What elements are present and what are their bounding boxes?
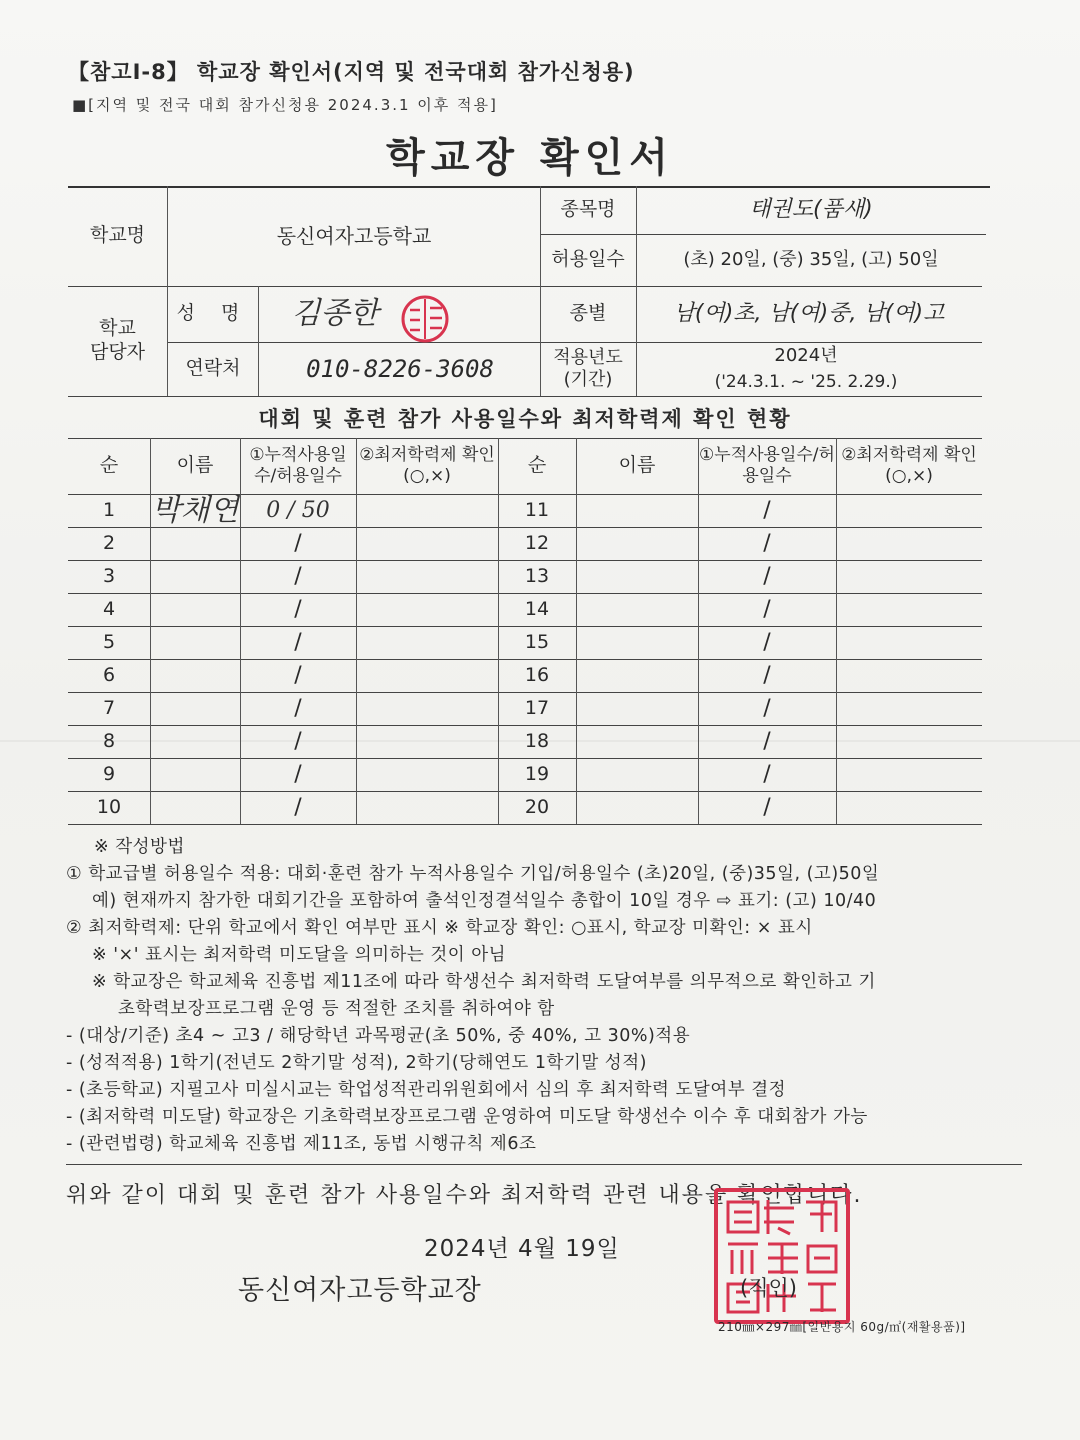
category-value: 남(여)초, 남(여)중, 남(여)고	[673, 301, 945, 327]
table-cell-no: 2	[102, 531, 116, 554]
footer-divider	[66, 1164, 1022, 1165]
header-confirm-right: ②최저학력제 확인(○,×)	[841, 444, 977, 486]
table-cell-name	[150, 758, 240, 791]
table-cell-usage: /	[763, 794, 771, 820]
year-value: 2024년	[774, 344, 838, 366]
contact-value: 010-8226-3608	[306, 355, 494, 383]
table-cell-no: 9	[102, 762, 116, 785]
table-cell-name	[576, 758, 698, 791]
table-cell-usage: /	[763, 728, 771, 754]
table-cell-usage: /	[763, 563, 771, 589]
table-cell-confirm	[356, 659, 498, 692]
table-cell-confirm	[356, 560, 498, 593]
table-cell-name	[576, 494, 698, 527]
table-cell-confirm	[836, 593, 982, 626]
table-cell-confirm	[836, 560, 982, 593]
table-cell-name	[576, 626, 698, 659]
header-no-right: 순	[527, 454, 547, 477]
header-name-right: 이름	[618, 454, 656, 477]
table-cell-no: 18	[524, 729, 550, 752]
table-row-border	[68, 824, 982, 825]
table-cell-usage: /	[294, 794, 302, 820]
table-cell-no: 14	[524, 597, 550, 620]
reference-title: 【참고Ⅰ-8】 학교장 확인서(지역 및 전국대회 참가신청용)	[68, 60, 635, 84]
table-column-border	[150, 438, 151, 824]
principal-name: 동신여자고등학교장	[238, 1275, 482, 1306]
table-column-border	[240, 438, 241, 824]
table-cell-no: 6	[102, 663, 116, 686]
header-no: 순	[99, 454, 119, 477]
note-line: - (최저학력 미도달) 학교장은 기초학력보장프로그램 운영하여 미도달 학생선수 이수 후 대회참가 가능	[66, 1107, 868, 1127]
table-cell-no: 15	[524, 630, 550, 653]
table-cell-name	[576, 659, 698, 692]
table-cell-no: 17	[524, 696, 550, 719]
table-cell-name	[150, 692, 240, 725]
school-value: 동신여자고등학교	[276, 223, 432, 248]
year-label: 적용년도 (기간)	[553, 346, 623, 390]
table-cell-name	[576, 692, 698, 725]
table-cell-confirm	[356, 791, 498, 824]
note-line: - (성적적용) 1학기(전년도 2학기말 성적), 2학기(당해연도 1학기말 성적)	[66, 1053, 647, 1073]
table-cell-confirm	[836, 758, 982, 791]
note-line: - (대상/기준) 초4 ~ 고3 / 해당학년 과목평균(초 50%, 중 40%, 고 30%)적용	[66, 1026, 691, 1046]
table-cell-name	[150, 626, 240, 659]
table-cell-usage: /	[763, 761, 771, 787]
reference-subtitle: ■[지역 및 전국 대회 참가신청용 2024.3.1 이후 적용]	[72, 96, 498, 114]
table-cell-confirm	[356, 593, 498, 626]
table-cell-name	[576, 560, 698, 593]
note-line: ② 최저학력제: 단위 학교에서 확인 여부만 표시 ※ 학교장 확인: ○표시, 학교장 미확인: × 표시	[66, 918, 813, 938]
table-cell-name	[150, 725, 240, 758]
table-cell-confirm	[836, 494, 982, 527]
table-cell-name	[576, 527, 698, 560]
note-line: - (초등학교) 지필고사 미실시교는 학업성적관리위원회에서 심의 후 최저학력 도달여부 결정	[66, 1080, 787, 1100]
table-cell-no: 13	[524, 564, 550, 587]
table-cell-name: 박채연	[151, 492, 239, 528]
table-cell-usage: /	[294, 761, 302, 787]
year-period: ('24.3.1. ~ '25. 2.29.)	[714, 372, 898, 393]
table-column-border	[836, 438, 837, 824]
seal-label: (직인)	[740, 1276, 797, 1300]
confirmation-text: 위와 같이 대회 및 훈련 참가 사용일수와 최저학력 관련 내용을 확인합니다.	[66, 1183, 863, 1208]
table-cell-name	[576, 593, 698, 626]
table-cell-confirm	[356, 527, 498, 560]
table-cell-confirm	[836, 692, 982, 725]
table-cell-usage: /	[294, 728, 302, 754]
table-cell-no: 16	[524, 663, 550, 686]
table-cell-name	[150, 527, 240, 560]
table-cell-usage: /	[294, 662, 302, 688]
table-cell-no: 11	[524, 498, 550, 521]
table-cell-usage: /	[294, 530, 302, 556]
table-cell-usage: /	[763, 662, 771, 688]
table-cell-no: 20	[524, 795, 550, 818]
table-column-border	[698, 438, 699, 824]
table-cell-no: 10	[96, 795, 122, 818]
table-cell-confirm	[836, 527, 982, 560]
table-cell-confirm	[356, 626, 498, 659]
school-label: 학교명	[89, 224, 146, 247]
table-cell-no: 5	[102, 630, 116, 653]
table-column-border	[576, 438, 577, 824]
table-cell-name	[150, 560, 240, 593]
table-column-border	[356, 438, 357, 824]
section-title: 대회 및 훈련 참가 사용일수와 최저학력제 확인 현황	[258, 406, 792, 431]
category-label: 종별	[569, 302, 607, 325]
table-cell-confirm	[356, 758, 498, 791]
note-line: ※ '×' 표시는 최저학력 미도달을 의미하는 것이 아님	[92, 945, 507, 965]
table-cell-name	[576, 725, 698, 758]
table-column-border	[498, 438, 499, 824]
page-title: 학교장 확인서	[386, 135, 674, 181]
header-name: 이름	[176, 454, 214, 477]
table-cell-usage: /	[763, 629, 771, 655]
table-cell-name	[150, 659, 240, 692]
table-cell-name	[150, 791, 240, 824]
note-line: ① 학교급별 허용일수 적용: 대회·훈련 참가 누적사용일수 기입/허용일수 (초)20일, (중)35일, (고)50일	[66, 864, 880, 884]
header-usage: ①누적사용일수/허용일수	[249, 444, 347, 486]
paper-spec: 210㎜×297㎜[일반용지 60g/㎡(재활용품)]	[718, 1320, 966, 1334]
note-line: - (관련법령) 학교체육 진흥법 제11조, 동법 시행규칙 제6조	[66, 1134, 537, 1154]
official-seal-icon	[714, 1188, 850, 1324]
table-cell-usage: /	[294, 563, 302, 589]
table-cell-name	[150, 593, 240, 626]
table-cell-usage: /	[763, 497, 771, 523]
table-cell-confirm	[356, 494, 498, 527]
notes	[66, 834, 1026, 1158]
table-cell-usage: /	[763, 530, 771, 556]
note-line: 초학력보장프로그램 운영 등 적절한 조치를 취하여야 함	[118, 999, 555, 1019]
table-cell-no: 7	[102, 696, 116, 719]
date-text: 2024년 4월 19일	[424, 1236, 620, 1262]
table-cell-confirm	[356, 725, 498, 758]
note-line: 예) 현재까지 참가한 대회기간을 포함하여 출석인정결석일수 총합이 10일 경우 ⇨ 표기: (고) 10/40	[92, 891, 877, 911]
allowed-days-value: (초) 20일, (중) 35일, (고) 50일	[683, 248, 939, 270]
table-cell-name	[576, 791, 698, 824]
table-cell-usage: 0 / 50	[266, 497, 330, 523]
table-cell-usage: /	[294, 629, 302, 655]
allowed-days-label: 허용일수	[551, 248, 625, 271]
staff-label: 학교 담당자	[89, 317, 146, 363]
contact-label: 연락처	[185, 357, 241, 380]
notes-heading: ※ 작성방법	[94, 837, 185, 857]
table-cell-no: 4	[102, 597, 116, 620]
name-label: 성 명	[176, 302, 250, 325]
table-cell-no: 3	[102, 564, 116, 587]
table-cell-usage: /	[294, 596, 302, 622]
table-cell-no: 12	[524, 531, 550, 554]
header-confirm: ②최저학력제 확인(○,×)	[359, 444, 495, 486]
name-value: 김종한	[291, 296, 379, 332]
info-line	[68, 396, 982, 397]
table-cell-confirm	[836, 659, 982, 692]
note-line: ※ 학교장은 학교체육 진흥법 제11조에 따라 학생선수 최저학력 도달여부를 의무적으로 확인하고 기	[92, 972, 876, 992]
event-value: 태권도(품새)	[749, 197, 873, 223]
table-cell-no: 1	[102, 498, 116, 521]
table-cell-usage: /	[763, 695, 771, 721]
event-label: 종목명	[560, 198, 616, 221]
header-usage-right: ①누적사용일수/허용일수	[699, 444, 835, 486]
table-cell-usage: /	[763, 596, 771, 622]
table-cell-confirm	[356, 692, 498, 725]
table-cell-confirm	[836, 791, 982, 824]
table-cell-no: 8	[102, 729, 116, 752]
personal-seal-icon	[400, 294, 450, 344]
table-cell-confirm	[836, 725, 982, 758]
table-cell-usage: /	[294, 695, 302, 721]
info-vline	[258, 286, 259, 396]
table-cell-confirm	[836, 626, 982, 659]
table-cell-no: 19	[524, 762, 550, 785]
